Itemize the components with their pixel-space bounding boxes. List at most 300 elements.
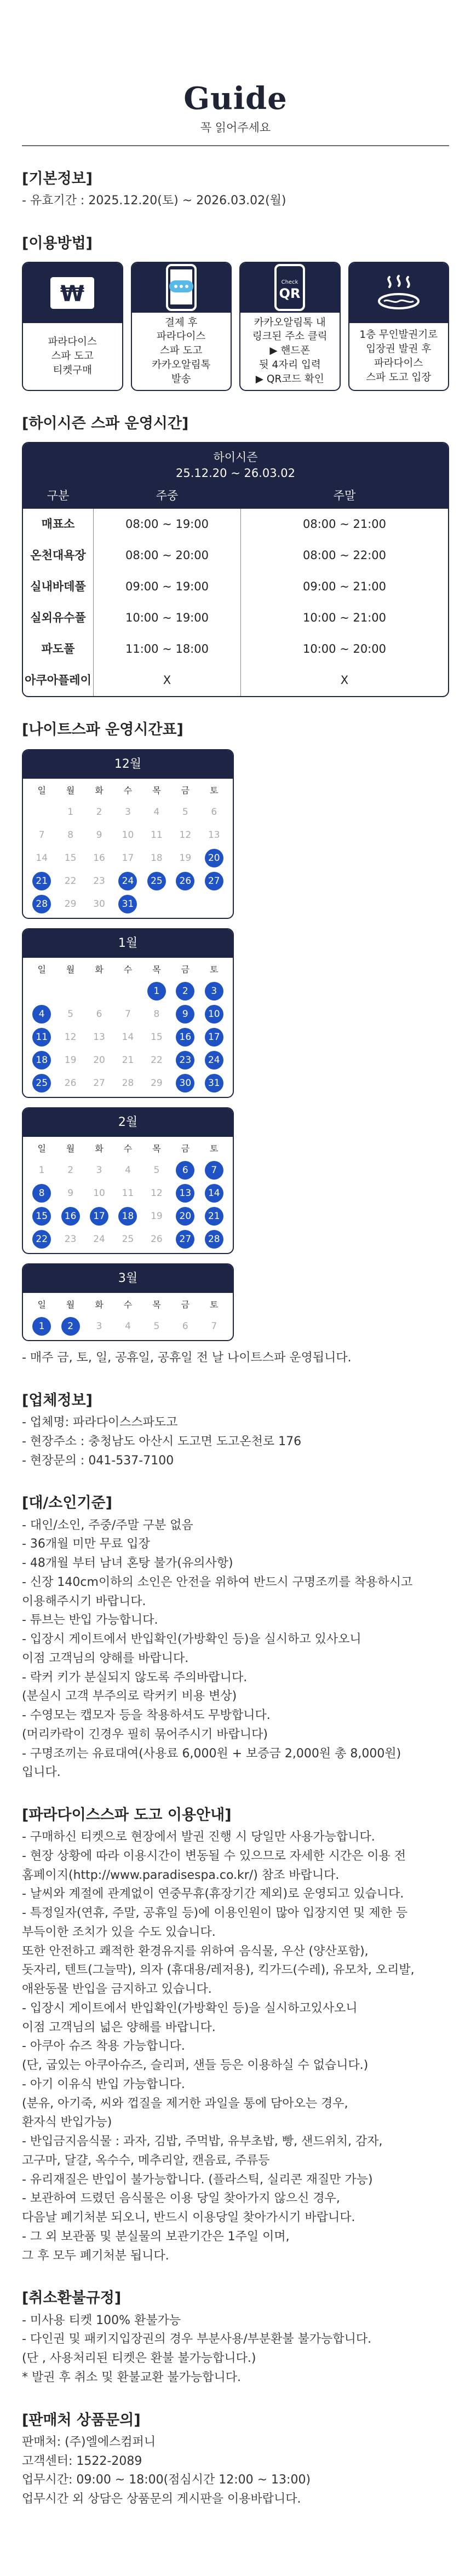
hours-row xyxy=(23,665,448,696)
qr-check-icon xyxy=(273,264,306,311)
calendar-cell xyxy=(85,1051,113,1070)
calendar-day: 3 xyxy=(96,1164,102,1176)
calendar-cell xyxy=(56,826,84,844)
calendar-cell xyxy=(142,803,171,821)
calendar-day-open: 13 xyxy=(176,1184,194,1203)
calendar-cell xyxy=(113,1317,142,1336)
calendar-day-open: 21 xyxy=(205,1207,223,1226)
weekday-label: 수 xyxy=(123,785,133,796)
calendar-cell xyxy=(85,1317,113,1336)
guide-subtitle: 꼭 읽어주세요 xyxy=(200,120,271,134)
calendar-cell xyxy=(113,1005,142,1024)
calendar-cell xyxy=(142,1184,171,1203)
calendar-day-open: 23 xyxy=(176,1051,194,1070)
weekday-label: 일 xyxy=(37,1300,46,1310)
hours-table-header xyxy=(23,443,448,509)
company-text: - 업체명: 파라다이스스파도고 - 현장주소 : 충청남도 아산시 도고면 도고온천로 176 - 현장문의 : 041-537-7100 xyxy=(22,1416,302,1468)
calendar-cell xyxy=(85,803,113,821)
calendar-day: 28 xyxy=(122,1077,134,1089)
calendar-cell xyxy=(85,1005,113,1024)
calendar-day: 23 xyxy=(93,875,105,887)
calendar-day-open: 15 xyxy=(32,1207,51,1226)
calendar-cell xyxy=(85,1230,113,1249)
weekday-label: 화 xyxy=(95,785,104,796)
calendar-cell xyxy=(200,1161,228,1180)
calendar-day: 22 xyxy=(64,875,77,887)
calendar-cell xyxy=(27,895,56,913)
usage-step-2 xyxy=(131,262,232,391)
calendar-cell xyxy=(27,1074,56,1092)
calendar-day-open: 17 xyxy=(205,1028,223,1046)
calendar-cell xyxy=(27,1028,56,1046)
weekday-label: 수 xyxy=(123,1143,133,1154)
calendar-cell xyxy=(85,1028,113,1046)
hours-title: [하이시즌 스파 운영시간] xyxy=(22,415,189,433)
calendar-day-open: 20 xyxy=(176,1207,194,1226)
calendar-day-open: 20 xyxy=(205,849,223,867)
calendar-day: 17 xyxy=(122,852,134,864)
weekday-label: 토 xyxy=(210,1300,219,1310)
calendar-cell xyxy=(27,1005,56,1024)
calendar-day: 7 xyxy=(125,1008,131,1020)
calendar-day-open: 1 xyxy=(147,982,166,1001)
basic-info-section xyxy=(22,168,449,211)
calendar-day: 4 xyxy=(125,1164,131,1176)
usage-step-3-text: 카카오알림톡 내 링크된 주소 클릭 ▶ 핸드폰 뒷 4자리 입력 ▶ QR코드 확인 xyxy=(252,317,328,386)
calendar-day: 5 xyxy=(67,1008,74,1020)
weekday-label: 목 xyxy=(152,785,161,796)
calendar-day: 29 xyxy=(151,1077,163,1089)
usage-step-2-text: 결제 후 파라다이스 스파 도고 카카오알림톡 발송 xyxy=(152,317,211,386)
hours-row-name: 실외유수풀 xyxy=(30,611,86,625)
weekday-label: 목 xyxy=(152,1300,161,1310)
calendar-cell xyxy=(27,1230,56,1249)
usage-step-4 xyxy=(348,262,450,391)
guide-header xyxy=(22,0,449,145)
calendar-day-open: 26 xyxy=(176,872,194,890)
calendar-cell xyxy=(171,1184,199,1203)
calendar-cell xyxy=(171,1028,199,1046)
calendar-cell xyxy=(27,1184,56,1203)
calendar-cell xyxy=(56,1051,84,1070)
calendar-grid xyxy=(23,958,233,1092)
calendar-day: 15 xyxy=(151,1031,163,1043)
night-calendars xyxy=(22,749,449,1341)
calendar-cell xyxy=(27,872,56,890)
calendar-cell xyxy=(56,849,84,867)
calendar-empty xyxy=(56,982,84,1001)
calendar-cell xyxy=(113,1028,142,1046)
calendar-day: 10 xyxy=(93,1187,105,1199)
adult-child-section xyxy=(22,1492,449,1783)
weekday-label: 금 xyxy=(181,785,190,796)
calendar-month xyxy=(22,928,234,1098)
calendar-day: 7 xyxy=(211,1320,217,1332)
calendar-empty xyxy=(85,982,113,1001)
usage-guide-title: [파라다이스스파 도고 이용안내] xyxy=(22,1807,232,1824)
calendar-day: 9 xyxy=(67,1187,74,1199)
calendar-cell xyxy=(85,849,113,867)
calendar-cell xyxy=(56,1317,84,1336)
calendar-cell xyxy=(171,826,199,844)
calendar-month-title: 3월 xyxy=(23,1264,233,1293)
calendar-day: 1 xyxy=(38,1164,45,1176)
basic-info-title: [기본정보] xyxy=(22,170,93,187)
calendar-cell xyxy=(142,982,171,1001)
calendar-cell xyxy=(171,872,199,890)
calendar-day: 16 xyxy=(93,852,105,864)
hours-rows xyxy=(23,509,448,696)
calendar-day: 24 xyxy=(93,1233,105,1245)
calendar-cell xyxy=(142,826,171,844)
calendar-cell xyxy=(171,1161,199,1180)
calendar-day-open: 3 xyxy=(205,982,223,1001)
refund-section xyxy=(22,2287,449,2387)
hours-row-weekend: 08:00 ~ 21:00 xyxy=(303,518,386,531)
calendar-day-open: 18 xyxy=(118,1207,137,1226)
calendar-cell xyxy=(27,1317,56,1336)
calendar-cell xyxy=(56,1074,84,1092)
calendar-cell xyxy=(27,826,56,844)
validity-text: - 유효기간 : 2025.12.20(토) ~ 2026.03.02(월) xyxy=(22,194,286,208)
calendar-cell xyxy=(56,803,84,821)
qr-check-label: Check xyxy=(281,279,298,286)
calendar-cell xyxy=(27,1051,56,1070)
calendar-day-open: 17 xyxy=(90,1207,108,1226)
weekday-label: 목 xyxy=(152,1143,161,1154)
calendar-cell xyxy=(113,1230,142,1249)
hours-table xyxy=(22,442,449,697)
calendar-day: 1 xyxy=(67,806,74,818)
divider xyxy=(22,145,449,146)
calendar-cell xyxy=(200,1317,228,1336)
calendar-day: 23 xyxy=(64,1233,77,1245)
calendar-cell xyxy=(85,895,113,913)
calendar-month xyxy=(22,1107,234,1254)
calendar-cell xyxy=(56,1230,84,1249)
hot-spring-icon xyxy=(374,274,423,312)
calendar-day: 2 xyxy=(96,806,102,818)
calendar-grid xyxy=(23,779,233,913)
calendar-day-open: 30 xyxy=(176,1074,194,1092)
calendar-cell xyxy=(200,1051,228,1070)
hours-row xyxy=(23,509,448,540)
calendar-cell xyxy=(85,1074,113,1092)
hours-row-weekend: 09:00 ~ 21:00 xyxy=(303,580,386,594)
calendar-day: 5 xyxy=(153,1164,160,1176)
night-spa-title: [나이트스파 운영시간표] xyxy=(22,721,183,739)
won-icon xyxy=(49,276,95,310)
calendar-day-open: 2 xyxy=(176,982,194,1001)
calendar-day: 14 xyxy=(36,852,48,864)
hours-range: 25.12.20 ~ 26.03.02 xyxy=(176,466,295,480)
weekday-label: 화 xyxy=(95,1143,104,1154)
weekday-label: 월 xyxy=(66,785,75,796)
calendar-cell xyxy=(171,1051,199,1070)
calendar-day-open: 18 xyxy=(32,1051,51,1070)
hours-row-weekend: 10:00 ~ 20:00 xyxy=(303,642,386,656)
col-label: 구분 xyxy=(47,488,70,502)
calendar-day-open: 25 xyxy=(147,872,166,890)
calendar-cell xyxy=(113,1074,142,1092)
qr-label: QR xyxy=(279,286,301,302)
calendar-day: 6 xyxy=(96,1008,102,1020)
seller-text: 판매처: (주)엘에스컴퍼니 고객센터: 1522-2089 업무시간: 09:00 ~ 18:00(점심시간 12:00 ~ 13:00) 업무시간 외 상담은 상품문의 게시판을 이용바랍니다. xyxy=(22,2435,311,2506)
calendar-cell xyxy=(200,1184,228,1203)
calendar-cell xyxy=(56,872,84,890)
svg-text:₩: ₩ xyxy=(60,281,85,307)
night-spa-note: - 매주 금, 토, 일, 공휴일, 공휴일 전 날 나이트스파 운영됩니다. xyxy=(22,1351,352,1365)
calendar-cell xyxy=(113,1161,142,1180)
chat-phone-icon xyxy=(165,264,198,311)
calendar-cell xyxy=(142,1317,171,1336)
calendar-cell xyxy=(85,872,113,890)
usage-step-1-text: 파라다이스 스파 도고 티켓구매 xyxy=(48,336,97,376)
calendar-empty xyxy=(113,982,142,1001)
usage-guide-section xyxy=(22,1804,449,2266)
calendar-day: 5 xyxy=(153,1320,160,1332)
calendar-day: 27 xyxy=(93,1077,105,1089)
calendar-cell xyxy=(142,849,171,867)
calendar-cell xyxy=(171,1317,199,1336)
calendar-cell xyxy=(142,1074,171,1092)
calendar-month xyxy=(22,1263,234,1341)
weekday-label: 금 xyxy=(181,1300,190,1310)
calendar-cell xyxy=(200,1028,228,1046)
calendar-cell xyxy=(85,826,113,844)
seller-section xyxy=(22,2410,449,2509)
calendar-day: 3 xyxy=(125,806,131,818)
calendar-day: 5 xyxy=(182,806,188,818)
weekday-label: 화 xyxy=(95,1300,104,1310)
calendar-month-title: 12월 xyxy=(23,750,233,779)
calendar-day-open: 28 xyxy=(32,895,51,913)
calendar-empty xyxy=(27,982,56,1001)
calendar-cell xyxy=(200,826,228,844)
hours-row-weekend: 08:00 ~ 22:00 xyxy=(303,549,386,562)
calendar-day: 30 xyxy=(93,898,105,910)
calendar-day: 26 xyxy=(64,1077,77,1089)
calendar-day: 15 xyxy=(64,852,77,864)
weekday-label: 수 xyxy=(123,1300,133,1310)
hours-row-weekend: 10:00 ~ 21:00 xyxy=(303,611,386,625)
calendar-day: 12 xyxy=(64,1031,77,1043)
calendar-cell xyxy=(171,803,199,821)
usage-step-1 xyxy=(22,262,123,391)
calendar-cell xyxy=(200,1074,228,1092)
hours-row xyxy=(23,571,448,602)
calendar-cell xyxy=(113,803,142,821)
hours-row-weekday: 09:00 ~ 19:00 xyxy=(93,571,241,602)
weekday-label: 일 xyxy=(37,964,46,975)
calendar-day-open: 14 xyxy=(205,1184,223,1203)
adult-child-title: [대/소인기준] xyxy=(22,1494,112,1512)
calendar-day: 11 xyxy=(122,1187,134,1199)
calendar-day-open: 28 xyxy=(205,1230,223,1249)
weekday-label: 토 xyxy=(210,785,219,796)
calendar-day: 22 xyxy=(151,1054,163,1066)
calendar-cell xyxy=(200,803,228,821)
calendar-cell xyxy=(56,895,84,913)
calendar-day-open: 7 xyxy=(205,1161,223,1180)
calendar-day-open: 10 xyxy=(205,1005,223,1024)
calendar-day-open: 27 xyxy=(176,1230,194,1249)
calendar-day-open: 9 xyxy=(176,1005,194,1024)
weekday-label: 일 xyxy=(37,1143,46,1154)
calendar-day: 13 xyxy=(93,1031,105,1043)
calendar-cell xyxy=(113,1207,142,1226)
calendar-grid xyxy=(23,1137,233,1249)
calendar-day-open: 16 xyxy=(176,1028,194,1046)
calendar-month xyxy=(22,749,234,919)
refund-title: [취소환불규정] xyxy=(22,2290,122,2307)
calendar-day: 20 xyxy=(93,1054,105,1066)
calendar-day: 18 xyxy=(151,852,163,864)
calendar-day: 13 xyxy=(208,829,220,841)
calendar-cell xyxy=(200,1005,228,1024)
calendar-month-title: 1월 xyxy=(23,929,233,958)
calendar-cell xyxy=(56,1161,84,1180)
calendar-day: 6 xyxy=(211,806,217,818)
adult-child-text: - 대인/소인, 주중/주말 구분 없음 - 36개월 미만 무료 입장 - 48개월 부터 남녀 혼탕 불가(유의사항) - 신장 140cm이하의 소인은 안전을 위하여 반드시 구명조끼를 착용하시고 이용해주시기 바랍니다. - 튜브는 반입 가능합니다. - 입장시 게이트에서 반입확인(가방확인 등)을 실시하고 있사오니 이점 고객님의 양해를 바랍니다. - 락커 키가 분실되지 않도록 주의바랍니다. (분실시 고객 부주의로 락커키 비용 변상) - 수영모는 캡모자 등을 착용하셔도 무방합니다. (머리카락이 긴경우 필히 묶어주시기 바랍니다) - 구명조끼는 유료대여(사용료 6,000원 + 보증금 2,000원 총 8,000원) 입니다. xyxy=(22,1518,413,1780)
calendar-month-title: 2월 xyxy=(23,1108,233,1137)
hours-row xyxy=(23,602,448,634)
seller-title: [판매처 상품문의] xyxy=(22,2411,141,2429)
calendar-grid xyxy=(23,1293,233,1336)
calendar-day-open: 24 xyxy=(118,872,137,890)
calendar-day-open: 11 xyxy=(32,1028,51,1046)
calendar-day-open: 21 xyxy=(32,872,51,890)
hours-row-name: 아쿠아플레이 xyxy=(25,674,91,687)
calendar-cell xyxy=(27,1207,56,1226)
calendar-cell xyxy=(142,1005,171,1024)
usage-step-4-text: 1층 무인발권기로 입장권 발권 후 파라다이스 스파 도고 입장 xyxy=(359,329,438,383)
weekday-label: 토 xyxy=(210,964,219,975)
calendar-day: 19 xyxy=(64,1054,77,1066)
calendar-day: 10 xyxy=(122,829,134,841)
hours-row-name: 실내바데풀 xyxy=(30,580,86,594)
calendar-cell xyxy=(113,1051,142,1070)
company-section xyxy=(22,1390,449,1470)
hours-section xyxy=(22,413,449,697)
usage-step-3 xyxy=(239,262,341,391)
weekday-label: 화 xyxy=(95,964,104,975)
hours-row xyxy=(23,540,448,571)
calendar-cell xyxy=(142,1161,171,1180)
calendar-cell xyxy=(142,872,171,890)
calendar-cell xyxy=(113,826,142,844)
calendar-day-open: 1 xyxy=(32,1317,51,1336)
hours-row xyxy=(23,634,448,665)
calendar-cell xyxy=(142,1207,171,1226)
weekday-label: 수 xyxy=(123,964,133,975)
night-spa-section xyxy=(22,719,449,1368)
calendar-cell xyxy=(85,1161,113,1180)
calendar-cell xyxy=(56,1028,84,1046)
hours-row-weekday: 08:00 ~ 20:00 xyxy=(93,540,241,571)
calendar-cell xyxy=(171,1207,199,1226)
calendar-day-open: 25 xyxy=(32,1074,51,1092)
calendar-cell xyxy=(200,982,228,1001)
hours-row-name: 온천대욕장 xyxy=(30,549,86,562)
hours-row-name: 매표소 xyxy=(41,518,75,531)
calendar-day-open: 31 xyxy=(118,895,137,913)
calendar-day-open: 2 xyxy=(61,1317,80,1336)
calendar-cell xyxy=(171,1230,199,1249)
calendar-cell xyxy=(113,1184,142,1203)
calendar-day: 25 xyxy=(122,1233,134,1245)
calendar-day: 8 xyxy=(153,1008,160,1020)
calendar-cell xyxy=(113,872,142,890)
calendar-cell xyxy=(171,982,199,1001)
usage-title: [이용방법] xyxy=(22,234,93,252)
calendar-day: 2 xyxy=(67,1164,74,1176)
calendar-day-open: 31 xyxy=(205,1074,223,1092)
hours-row-weekday: X xyxy=(93,665,241,696)
calendar-day: 21 xyxy=(122,1054,134,1066)
calendar-cell xyxy=(200,849,228,867)
calendar-cell xyxy=(113,895,142,913)
calendar-cell xyxy=(200,1230,228,1249)
calendar-day: 6 xyxy=(182,1320,188,1332)
hours-row-weekday: 10:00 ~ 19:00 xyxy=(93,602,241,634)
calendar-day: 11 xyxy=(151,829,163,841)
weekday-label: 목 xyxy=(152,964,161,975)
col-weekday: 주중 xyxy=(156,488,179,502)
calendar-cell xyxy=(56,1207,84,1226)
calendar-day: 26 xyxy=(151,1233,163,1245)
hours-row-weekday: 08:00 ~ 19:00 xyxy=(93,509,241,540)
calendar-day: 3 xyxy=(96,1320,102,1332)
col-weekend: 주말 xyxy=(333,488,356,502)
calendar-day: 4 xyxy=(153,806,160,818)
calendar-cell xyxy=(113,849,142,867)
calendar-cell xyxy=(142,1028,171,1046)
company-title: [업체정보] xyxy=(22,1392,93,1410)
calendar-day: 4 xyxy=(125,1320,131,1332)
weekday-label: 토 xyxy=(210,1143,219,1154)
hours-row-weekend: X xyxy=(340,674,349,687)
calendar-cell xyxy=(85,1184,113,1203)
calendar-day: 19 xyxy=(151,1210,163,1222)
calendar-cell xyxy=(27,1161,56,1180)
calendar-cell xyxy=(200,872,228,890)
calendar-cell xyxy=(142,1051,171,1070)
calendar-cell xyxy=(27,849,56,867)
hours-row-name: 파도풀 xyxy=(41,642,75,656)
calendar-day: 7 xyxy=(38,829,45,841)
calendar-day-open: 16 xyxy=(61,1207,80,1226)
calendar-day: 9 xyxy=(96,829,102,841)
weekday-label: 월 xyxy=(66,1143,75,1154)
calendar-day-open: 27 xyxy=(205,872,223,890)
calendar-day-open: 6 xyxy=(176,1161,194,1180)
calendar-day: 14 xyxy=(122,1031,134,1043)
calendar-empty xyxy=(27,803,56,821)
calendar-cell xyxy=(56,1184,84,1203)
weekday-label: 월 xyxy=(66,964,75,975)
calendar-day: 29 xyxy=(64,898,77,910)
calendar-day: 12 xyxy=(151,1187,163,1199)
calendar-cell xyxy=(171,1005,199,1024)
usage-section xyxy=(22,233,449,391)
calendar-cell xyxy=(142,1230,171,1249)
calendar-day-open: 8 xyxy=(32,1184,51,1203)
hours-season: 하이시즌 xyxy=(213,451,258,464)
refund-text: - 미사용 티켓 100% 환불가능 - 다인권 및 패키지입장권의 경우 부분사용/부분환불 불가능합니다. (단 , 사용처리된 티켓은 환불 불가능합니다.) * 발권 후 취소 및 환불교환 불가능합니다. xyxy=(22,2313,372,2384)
calendar-cell xyxy=(85,1207,113,1226)
guide-title: Guide xyxy=(183,81,288,117)
